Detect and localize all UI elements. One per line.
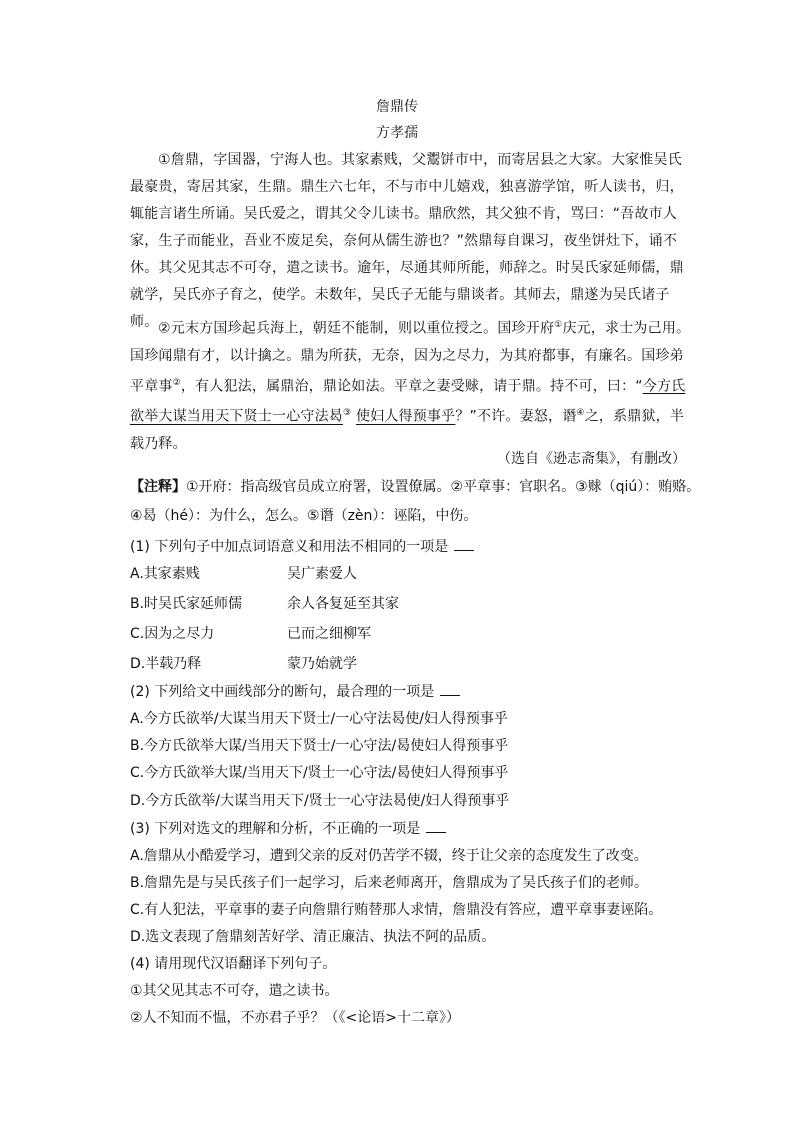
question-2-option-a: A.今方氏欲举/大谋当用天下贤士/一心守法曷使/妇人得预事乎	[130, 711, 508, 727]
question-4-item-2: ②人不知而不愠，不亦君子乎？（《<论语>十二章》）	[130, 1010, 461, 1026]
article-author: 方孝孺	[376, 125, 418, 141]
option-d-left: D.半载乃释	[130, 656, 202, 672]
answer-blank-2[interactable]	[440, 683, 460, 696]
notes-label: 【注释】	[130, 479, 186, 495]
option-c-left: C.因为之尽力	[130, 626, 215, 642]
option-b-right: 余人各复延至其家	[287, 596, 399, 612]
question-2-text: (2) 下列给文中画线部分的断句，最合理的一项是	[130, 684, 435, 700]
question-2-option-c: C.今方氏欲举大谋/当用天下/贤士一心守法/曷使妇人得预事乎	[130, 765, 509, 781]
question-3-option-b: B.詹鼎先是与吴氏孩子们一起学习，后来老师离开，詹鼎成为了吴氏孩子们的老师。	[130, 875, 649, 891]
question-3-stem	[130, 818, 710, 838]
footnote-mark-3: ③	[343, 408, 352, 419]
question-1-stem	[130, 536, 710, 556]
paragraph-2-text-b: 庆元，求士为己用。国珍闻鼎有才，以计擒之。鼎为所获，无奈，因为之尽力，为其府都事，有廉名。国珍弟平章事	[130, 320, 691, 395]
answer-blank-1[interactable]	[454, 538, 474, 551]
question-3-option-a: A.詹鼎从小酷爱学习，遭到父亲的反对仍苦学不辍，终于让父亲的态度发生了改变。	[130, 848, 648, 864]
article-title: 詹鼎传	[376, 99, 418, 115]
paragraph-2-text-a: ②元末方国珍起兵海上，朝廷不能制，则以重位授之。国珍开府	[158, 320, 555, 337]
question-2-stem	[130, 681, 710, 701]
underlined-passage-1: 今方氏欲举大谋当用天下贤士一心守法曷	[130, 378, 686, 425]
paragraph-2-text-c: ，有人犯法，属鼎治，鼎论如法。平章之妻受赇，请于鼎。持不可，曰：“	[180, 378, 643, 395]
notes-line-1	[130, 476, 710, 496]
footnote-mark-4: ④	[576, 408, 585, 419]
underlined-passage-2: 使妇人得预事乎	[355, 408, 456, 425]
question-2-option-d: D.今方氏欲举/大谋当用天下/贤士一心守法曷使/妇人得预事乎	[130, 793, 510, 809]
question-1-option-b	[130, 593, 710, 613]
notes-line-2: ④曷（hé）：为什么，怎么。⑤谮（zèn）：诬陷，中伤。	[130, 508, 478, 524]
answer-blank-3[interactable]	[426, 820, 446, 833]
question-3-option-d: D.选文表现了詹鼎刻苦好学、清正廉洁、执法不阿的品质。	[130, 929, 496, 945]
paragraph-2	[130, 312, 695, 458]
question-1-option-a	[130, 563, 710, 583]
option-b-left: B.时吴氏家延师儒	[130, 596, 243, 612]
option-a-left: A.其家素贱	[130, 566, 200, 582]
question-3-option-c: C.有人犯法，平章事的妻子向詹鼎行贿替那人求情，詹鼎没有答应，遭平章事妻诬陷。	[130, 902, 663, 918]
source-citation: （选自《逊志斋集》，有删改）	[497, 451, 686, 467]
question-1-option-d	[130, 653, 710, 673]
question-3-text: (3) 下列对选文的理解和分析，不正确的一项是	[130, 821, 421, 837]
option-c-right: 已而之细柳军	[287, 626, 371, 642]
notes-text-1: ①开府：指高级官员成立府署，设置僚属。②平章事：官职名。③赇（qiú）：贿赂。	[186, 479, 701, 495]
option-d-right: 蒙乃始就学	[287, 656, 357, 672]
footnote-mark-1: ①	[554, 320, 563, 330]
question-4-stem: (4) 请用现代汉语翻译下列句子。	[130, 956, 337, 972]
question-4-item-1: ①其父见其志不可夺，遣之读书。	[130, 983, 339, 999]
paragraph-2-text-d: ？”不许。妻怒，谮	[455, 408, 577, 425]
footnote-mark-2: ②	[172, 377, 181, 388]
question-1-option-c	[130, 623, 710, 643]
paragraph-2-text-e: 之，系鼎狱，半载乃释。	[130, 408, 685, 452]
option-a-right: 吴广素爱人	[287, 566, 357, 582]
question-1-text: (1) 下列句子中加点词语意义和用法不相同的一项是	[130, 539, 449, 555]
question-2-option-b: B.今方氏欲举大谋/当用天下贤士/一心守法/曷使妇人得预事乎	[130, 738, 509, 754]
paragraph-1: ①詹鼎，字国器，宁海人也。其家素贱，父鬻饼市中，而寄居县之大家。大家惟吴氏最豪贵，寄居其家，生鼎。鼎生六七年，不与市中儿嬉戏，独喜游学馆，听人读书，归，辄能言诸生所诵。吴氏爱之，谓其父令儿读书。鼎欣然，其父独不肯，骂曰：“吾故市人家，生子而能业，吾业不废足矣，奈何从儒生游也？”然鼎每自课习，夜坐饼灶下，诵不休。其父见其志不可夺，遣之读书。逾年，尽通其师所能，师辞之。时吴氏家延师儒，鼎就学，吴氏亦子育之，使学。未数年，吴氏子无能与鼎谈者。其师去，鼎遂为吴氏诸子师。	[130, 152, 684, 330]
